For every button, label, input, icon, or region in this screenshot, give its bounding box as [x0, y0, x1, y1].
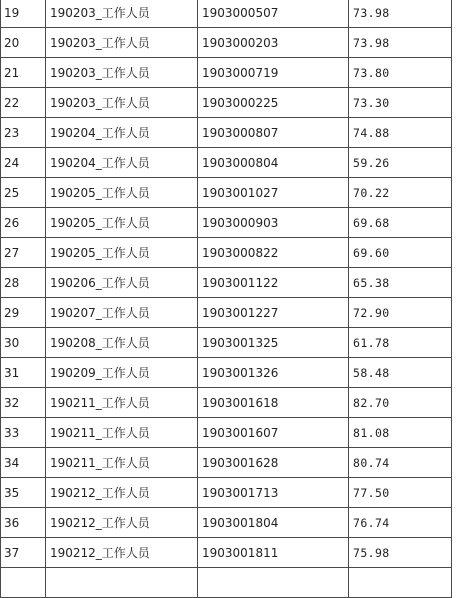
position-cell: 190207_工作人员	[46, 298, 198, 328]
row-index-cell: 27	[1, 238, 46, 268]
table-row	[1, 28, 452, 58]
score-cell: 72.90	[349, 298, 452, 328]
row-index-cell: 29	[1, 298, 46, 328]
score-cell: 76.74	[349, 508, 452, 538]
exam-id-cell: 1903000903	[198, 208, 349, 238]
score-cell: 58.48	[349, 358, 452, 388]
position-cell: 190204_工作人员	[46, 118, 198, 148]
table-row	[1, 538, 452, 568]
table-row	[1, 418, 452, 448]
position-cell: 190211_工作人员	[46, 388, 198, 418]
exam-id-cell: 1903001227	[198, 298, 349, 328]
score-cell: 77.50	[349, 478, 452, 508]
score-cell: 61.78	[349, 328, 452, 358]
position-cell: 190212_工作人员	[46, 508, 198, 538]
row-index-cell: 33	[1, 418, 46, 448]
position-cell: 190206_工作人员	[46, 268, 198, 298]
score-cell: 69.60	[349, 238, 452, 268]
position-cell: 190205_工作人员	[46, 178, 198, 208]
row-index-cell: 32	[1, 388, 46, 418]
row-index-cell: 26	[1, 208, 46, 238]
table-row	[1, 268, 452, 298]
exam-id-cell: 1903000507	[198, 0, 349, 28]
exam-id-cell: 1903000804	[198, 148, 349, 178]
table-row	[1, 148, 452, 178]
position-cell: 190211_工作人员	[46, 448, 198, 478]
score-cell: 65.38	[349, 268, 452, 298]
score-cell: 74.88	[349, 118, 452, 148]
exam-id-cell: 1903000822	[198, 238, 349, 268]
score-cell: 73.98	[349, 0, 452, 28]
exam-id-cell: 1903000225	[198, 88, 349, 118]
score-cell: 75.98	[349, 538, 452, 568]
table-row	[1, 58, 452, 88]
table-row	[1, 88, 452, 118]
score-cell: 80.74	[349, 448, 452, 478]
position-cell: 190208_工作人员	[46, 328, 198, 358]
row-index-cell: 22	[1, 88, 46, 118]
exam-id-cell: 1903001326	[198, 358, 349, 388]
exam-id-cell: 1903001804	[198, 508, 349, 538]
table-row	[1, 328, 452, 358]
position-cell: 190203_工作人员	[46, 88, 198, 118]
results-table-body	[1, 0, 452, 598]
position-cell: 190205_工作人员	[46, 238, 198, 268]
position-cell: 190203_工作人员	[46, 28, 198, 58]
table-row	[1, 508, 452, 538]
row-index-cell: 23	[1, 118, 46, 148]
exam-id-cell: 1903001122	[198, 268, 349, 298]
score-cell: 73.98	[349, 28, 452, 58]
exam-id-cell: 1903000203	[198, 28, 349, 58]
position-cell: 190212_工作人员	[46, 478, 198, 508]
row-index-cell	[1, 568, 46, 598]
table-row	[1, 478, 452, 508]
exam-id-cell	[198, 568, 349, 598]
exam-id-cell: 1903001628	[198, 448, 349, 478]
position-cell: 190205_工作人员	[46, 208, 198, 238]
position-cell: 190212_工作人员	[46, 538, 198, 568]
table-row	[1, 118, 452, 148]
table-row	[1, 0, 452, 28]
score-cell: 69.68	[349, 208, 452, 238]
exam-id-cell: 1903000807	[198, 118, 349, 148]
row-index-cell: 37	[1, 538, 46, 568]
exam-id-cell: 1903001607	[198, 418, 349, 448]
row-index-cell: 20	[1, 28, 46, 58]
row-index-cell: 24	[1, 148, 46, 178]
row-index-cell: 31	[1, 358, 46, 388]
table-row	[1, 358, 452, 388]
score-cell: 82.70	[349, 388, 452, 418]
exam-id-cell: 1903001325	[198, 328, 349, 358]
table-row	[1, 568, 452, 598]
score-cell: 59.26	[349, 148, 452, 178]
position-cell: 190209_工作人员	[46, 358, 198, 388]
exam-id-cell: 1903001713	[198, 478, 349, 508]
position-cell: 190203_工作人员	[46, 58, 198, 88]
position-cell: 190204_工作人员	[46, 148, 198, 178]
row-index-cell: 34	[1, 448, 46, 478]
exam-id-cell: 1903001027	[198, 178, 349, 208]
row-index-cell: 19	[1, 0, 46, 28]
exam-id-cell: 1903001618	[198, 388, 349, 418]
row-index-cell: 30	[1, 328, 46, 358]
table-row	[1, 388, 452, 418]
table-row	[1, 178, 452, 208]
row-index-cell: 28	[1, 268, 46, 298]
position-cell	[46, 568, 198, 598]
table-row	[1, 448, 452, 478]
row-index-cell: 35	[1, 478, 46, 508]
exam-id-cell: 1903001811	[198, 538, 349, 568]
position-cell: 190211_工作人员	[46, 418, 198, 448]
score-cell	[349, 568, 452, 598]
score-cell: 81.08	[349, 418, 452, 448]
table-row	[1, 208, 452, 238]
table-row	[1, 298, 452, 328]
row-index-cell: 36	[1, 508, 46, 538]
score-cell: 73.30	[349, 88, 452, 118]
row-index-cell: 21	[1, 58, 46, 88]
table-row	[1, 238, 452, 268]
score-cell: 70.22	[349, 178, 452, 208]
position-cell: 190203_工作人员	[46, 0, 198, 28]
exam-id-cell: 1903000719	[198, 58, 349, 88]
row-index-cell: 25	[1, 178, 46, 208]
score-cell: 73.80	[349, 58, 452, 88]
